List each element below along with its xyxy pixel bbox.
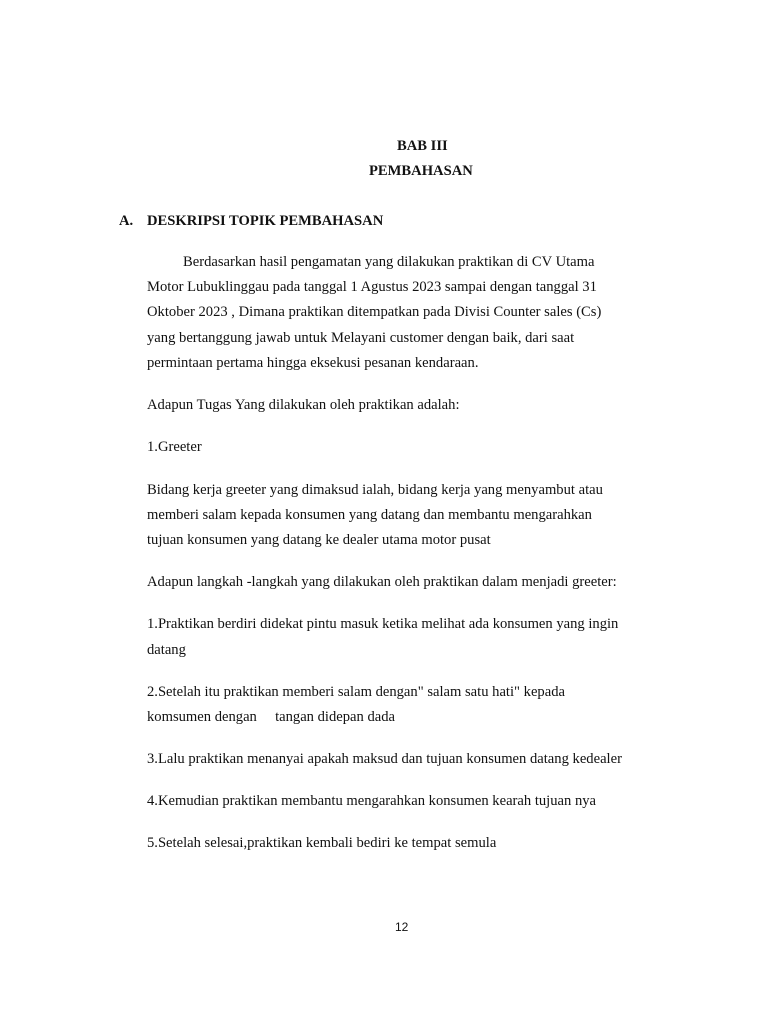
section-marker: A. [119, 213, 134, 229]
intro-line: Motor Lubuklinggau pada tanggal 1 Agustus 2023 sampai dengan tanggal 31 [147, 279, 597, 295]
task-item: 1.Greeter [147, 439, 202, 455]
steps-intro: Adapun langkah -langkah yang dilakukan oleh praktikan dalam menjadi greeter: [147, 574, 617, 590]
step-5: 5.Setelah selesai,praktikan kembali bediri ke tempat semula [147, 835, 497, 851]
intro-line: yang bertanggung jawab untuk Melayani customer dengan baik, dari saat [147, 330, 575, 346]
chapter-title: PEMBAHASAN [369, 163, 473, 179]
greeter-desc-line: Bidang kerja greeter yang dimaksud ialah, bidang kerja yang menyambut atau [147, 482, 603, 498]
tasks-intro: Adapun Tugas Yang dilakukan oleh praktikan adalah: [147, 397, 460, 413]
step-1-line: 1.Praktikan berdiri didekat pintu masuk ketika melihat ada konsumen yang ingin [147, 616, 619, 632]
intro-line: permintaan pertama hingga eksekusi pesanan kendaraan. [147, 355, 479, 371]
chapter-heading: BAB III [397, 138, 448, 154]
greeter-desc-line: tujuan konsumen yang datang ke dealer utama motor pusat [147, 532, 491, 548]
step-2-line: 2.Setelah itu praktikan memberi salam dengan" salam satu hati" kepada [147, 684, 565, 700]
section-title: DESKRIPSI TOPIK PEMBAHASAN [147, 213, 384, 229]
step-1-line: datang [147, 642, 186, 658]
page-number: 12 [395, 920, 409, 934]
step-3: 3.Lalu praktikan menanyai apakah maksud dan tujuan konsumen datang kedealer [147, 751, 622, 767]
greeter-desc-line: memberi salam kepada konsumen yang datang dan membantu mengarahkan [147, 507, 592, 523]
step-4: 4.Kemudian praktikan membantu mengarahkan konsumen kearah tujuan nya [147, 793, 597, 809]
intro-line: Berdasarkan hasil pengamatan yang dilakukan praktikan di CV Utama [183, 254, 595, 270]
intro-line: Oktober 2023 , Dimana praktikan ditempatkan pada Divisi Counter sales (Cs) [147, 304, 602, 320]
step-2-line: komsumen dengan tangan didepan dada [147, 709, 396, 725]
